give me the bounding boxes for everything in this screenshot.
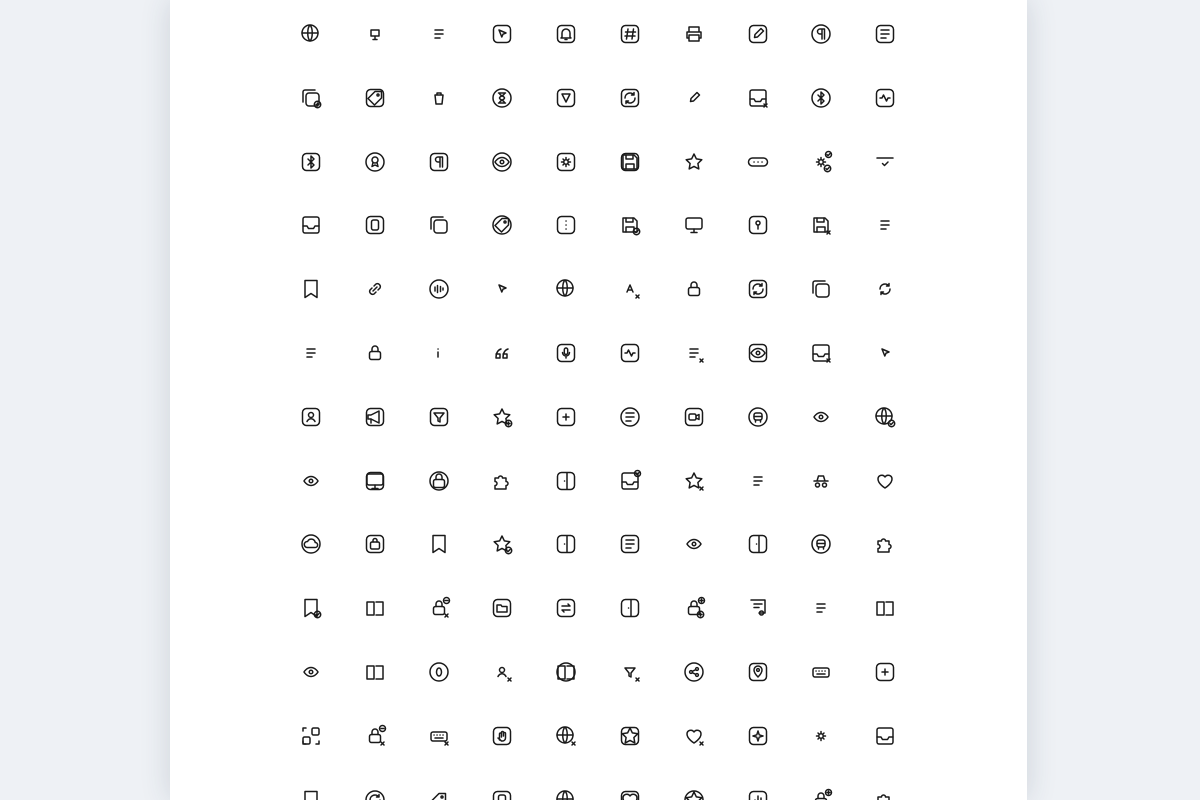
edit-tray-icon — [291, 205, 331, 245]
location-square-icon-glyph — [746, 660, 770, 684]
video-square-icon — [674, 397, 714, 437]
settings-list-icon — [801, 588, 841, 628]
cursor-square-icon-glyph — [490, 22, 514, 46]
more-horizontal-pill-icon-glyph — [746, 150, 770, 174]
document-remove-icon-glyph — [682, 341, 706, 365]
lock-icon — [355, 333, 395, 373]
bus-circle-icon-glyph — [809, 532, 833, 556]
heart-square-icon-glyph — [618, 788, 642, 800]
tag-square-icon-glyph — [363, 86, 387, 110]
archive-heart-icon-glyph — [873, 469, 897, 493]
lock-triangle-icon-glyph — [682, 277, 706, 301]
bell-square-icon — [546, 14, 586, 54]
star-remove-icon-glyph — [682, 469, 706, 493]
award-circle-icon-glyph — [363, 150, 387, 174]
select-check-icon — [291, 716, 331, 756]
location-eye-icon — [801, 397, 841, 437]
video-square-icon-glyph — [682, 405, 706, 429]
award-circle-icon — [355, 142, 395, 182]
phone-square-icon — [482, 780, 522, 800]
archive-remove-icon-glyph — [746, 86, 770, 110]
sticker-add-icon-glyph — [554, 405, 578, 429]
floppy-square-icon — [610, 142, 650, 182]
star-remove-icon — [674, 461, 714, 501]
door-close-icon — [610, 588, 650, 628]
pen-polygon-icon — [674, 78, 714, 118]
documents-stack-icon-glyph — [746, 469, 770, 493]
bus-circle-icon — [801, 524, 841, 564]
trash-scan-icon-glyph — [427, 86, 451, 110]
certificate-icon-glyph — [746, 596, 770, 620]
star-circle-icon — [674, 780, 714, 800]
recycle-square-icon — [610, 78, 650, 118]
door-enter-icon-glyph — [746, 532, 770, 556]
chart-square-icon-glyph — [746, 788, 770, 800]
book-circle-icon-glyph — [554, 660, 578, 684]
tray-arrow-icon — [865, 716, 905, 756]
incognito-icon-glyph — [809, 469, 833, 493]
tag-circle-icon — [482, 205, 522, 245]
paragraph-circle-icon-glyph — [809, 22, 833, 46]
megaphone-icon-glyph — [363, 405, 387, 429]
share-circle-icon — [674, 652, 714, 692]
copy-add-icon-glyph — [299, 86, 323, 110]
door-close-icon-glyph — [618, 596, 642, 620]
number-zero-circle-icon-glyph — [427, 660, 451, 684]
crop-rotate-icon — [865, 269, 905, 309]
menu-circle-icon-glyph — [618, 405, 642, 429]
pulse-square-icon — [610, 333, 650, 373]
audio-circle-icon-glyph — [427, 277, 451, 301]
settings-check-icon — [801, 142, 841, 182]
keyboard-message-icon-glyph — [809, 660, 833, 684]
door-exit-icon-glyph — [554, 532, 578, 556]
folder-square-icon-glyph — [490, 596, 514, 620]
book-circle-icon — [546, 652, 586, 692]
globe-stand-icon-glyph — [554, 277, 578, 301]
documents-icon-glyph — [427, 22, 451, 46]
upload-eye-icon — [674, 524, 714, 564]
icon-grid — [170, 0, 1027, 800]
cursor-square-icon — [482, 14, 522, 54]
bookmark-check-icon-glyph — [299, 788, 323, 800]
checklist-icon-glyph — [873, 213, 897, 237]
number-zero-circle-icon — [419, 652, 459, 692]
sparkle-square-icon — [738, 716, 778, 756]
triangle-square-icon-glyph — [554, 86, 578, 110]
browser-check-icon — [865, 142, 905, 182]
cursor-window-icon-glyph — [873, 341, 897, 365]
star-square-icon — [610, 716, 650, 756]
sticker-remove-icon — [865, 652, 905, 692]
documents-icon — [419, 14, 459, 54]
clock-circle-icon — [419, 461, 459, 501]
tray-remove-icon — [801, 333, 841, 373]
bookmark-check-icon — [291, 588, 331, 628]
share-circle-icon-glyph — [682, 660, 706, 684]
info-badge-icon — [419, 333, 459, 373]
bluetooth-circle-icon — [801, 78, 841, 118]
cursor-message-icon — [482, 269, 522, 309]
eye-square-icon — [738, 333, 778, 373]
filter-square-icon-glyph — [427, 405, 451, 429]
bus-circle-icon — [738, 397, 778, 437]
upload-eye-icon-glyph — [682, 532, 706, 556]
lock-triangle-icon — [674, 269, 714, 309]
filter-square-icon — [419, 397, 459, 437]
copy-check-icon-glyph — [427, 213, 451, 237]
notes-square-icon-glyph — [618, 532, 642, 556]
bookmark-search-icon — [291, 269, 331, 309]
keyhole-square-icon — [738, 205, 778, 245]
book-arrow-icon — [355, 588, 395, 628]
hourglass-circle-icon — [482, 78, 522, 118]
copy-check-icon — [419, 205, 459, 245]
bookmark-search-icon-glyph — [299, 277, 323, 301]
globe-check-icon-glyph — [873, 405, 897, 429]
archive-remove-icon — [738, 78, 778, 118]
door-icon — [546, 461, 586, 501]
user-remove-icon — [482, 652, 522, 692]
cursor-window-icon — [865, 333, 905, 373]
cursor-message-icon-glyph — [490, 277, 514, 301]
bus-circle-icon-glyph — [746, 405, 770, 429]
star-add-icon-glyph — [490, 405, 514, 429]
settings-signal-icon — [801, 716, 841, 756]
star-check-icon-glyph — [490, 532, 514, 556]
tag-square-icon — [355, 78, 395, 118]
printer-icon-glyph — [682, 22, 706, 46]
cloud-circle-icon-glyph — [299, 532, 323, 556]
eye-target-icon — [291, 652, 331, 692]
user-square-icon — [291, 397, 331, 437]
quote-icon-glyph — [490, 341, 514, 365]
save-check-icon-glyph — [618, 213, 642, 237]
copy-add-icon — [291, 78, 331, 118]
globe-stand-icon — [546, 269, 586, 309]
link-add-icon — [355, 269, 395, 309]
pen-square-icon-glyph — [746, 22, 770, 46]
quote-icon — [482, 333, 522, 373]
settings-signal-icon-glyph — [809, 724, 833, 748]
transfer-square-icon-glyph — [554, 596, 578, 620]
menu-circle-icon — [610, 397, 650, 437]
keyboard-remove-icon — [419, 716, 459, 756]
hand-square-icon — [482, 716, 522, 756]
keyhole-square-icon-glyph — [746, 213, 770, 237]
star-add-icon — [482, 397, 522, 437]
text-remove-icon — [610, 269, 650, 309]
gear-square-icon-glyph — [554, 150, 578, 174]
settings-check-icon-glyph — [809, 150, 833, 174]
save-copy-icon-glyph — [809, 277, 833, 301]
sparkle-square-icon-glyph — [746, 724, 770, 748]
bookmark-target-icon-glyph — [427, 532, 451, 556]
triangle-square-icon — [546, 78, 586, 118]
certificate-icon — [738, 588, 778, 628]
door-enter-icon — [738, 524, 778, 564]
puzzle-add-icon — [482, 461, 522, 501]
info-badge-icon-glyph — [427, 341, 451, 365]
list-square-icon — [865, 14, 905, 54]
link-add-icon-glyph — [363, 277, 387, 301]
megaphone-icon — [355, 397, 395, 437]
bookmark-target-icon — [419, 524, 459, 564]
phone-square-icon-glyph — [363, 213, 387, 237]
edit-tray-icon-glyph — [299, 213, 323, 237]
presentation-board-icon-glyph — [363, 22, 387, 46]
user-square-icon-glyph — [299, 405, 323, 429]
clock-circle-icon-glyph — [427, 469, 451, 493]
activity-square-icon-glyph — [873, 86, 897, 110]
clock-add-icon — [801, 780, 841, 800]
globe-check-icon — [865, 397, 905, 437]
bluetooth-square-icon — [291, 142, 331, 182]
puzzle-check-icon — [865, 780, 905, 800]
pen-square-icon — [738, 14, 778, 54]
heart-square-icon — [610, 780, 650, 800]
bookmark-check-icon — [291, 780, 331, 800]
hashtag-square-icon — [610, 14, 650, 54]
audio-circle-icon — [419, 269, 459, 309]
star-check-icon — [482, 524, 522, 564]
activity-square-icon — [865, 78, 905, 118]
clock-remove-icon — [355, 716, 395, 756]
filter-remove-icon-glyph — [618, 660, 642, 684]
sticker-remove-icon-glyph — [873, 660, 897, 684]
globe-refresh-icon-glyph — [554, 788, 578, 800]
tray-remove-icon-glyph — [809, 341, 833, 365]
transfer-square-icon — [546, 588, 586, 628]
save-check-icon — [610, 205, 650, 245]
documents-list-icon-glyph — [299, 341, 323, 365]
tag-circle-icon-glyph — [490, 213, 514, 237]
bookmark-check-icon-glyph — [299, 596, 323, 620]
puzzle-add-icon-glyph — [490, 469, 514, 493]
microphone-square-icon-glyph — [554, 341, 578, 365]
paragraph-circle-icon — [801, 14, 841, 54]
clock-add-icon-glyph — [809, 788, 833, 800]
filter-remove-icon — [610, 652, 650, 692]
save-remove-icon-glyph — [809, 213, 833, 237]
floppy-square-icon-glyph — [618, 150, 642, 174]
lock-icon-glyph — [363, 341, 387, 365]
crop-rotate-icon-glyph — [873, 277, 897, 301]
puzzle-check-icon-glyph — [873, 788, 897, 800]
book-left-icon-glyph — [363, 660, 387, 684]
globe-remove-icon — [546, 716, 586, 756]
list-square-icon-glyph — [873, 22, 897, 46]
phone-square-icon-glyph — [490, 788, 514, 800]
text-remove-icon-glyph — [618, 277, 642, 301]
printer-icon — [674, 14, 714, 54]
gear-square-icon — [546, 142, 586, 182]
refresh-circle-icon — [355, 780, 395, 800]
eye-target-icon-glyph — [299, 660, 323, 684]
paragraph-square-icon-glyph — [427, 150, 451, 174]
globe-refresh-icon — [546, 780, 586, 800]
hashtag-square-icon-glyph — [618, 22, 642, 46]
star-badge-icon-glyph — [682, 150, 706, 174]
chart-square-icon — [738, 780, 778, 800]
monitor-check-icon — [674, 205, 714, 245]
microphone-square-icon — [546, 333, 586, 373]
sticker-add-icon — [546, 397, 586, 437]
trash-scan-icon — [419, 78, 459, 118]
paragraph-square-icon — [419, 142, 459, 182]
keyboard-remove-icon-glyph — [427, 724, 451, 748]
presentation-board-icon — [355, 14, 395, 54]
recycle-square-icon-glyph — [618, 86, 642, 110]
monitor-square-icon-glyph — [363, 469, 387, 493]
tag-icon-glyph — [427, 788, 451, 800]
book-left-icon — [355, 652, 395, 692]
clock-remove-icon-glyph — [363, 724, 387, 748]
eye-scan-icon — [291, 461, 331, 501]
lock-remove-icon — [419, 588, 459, 628]
eye-circle-icon-glyph — [490, 150, 514, 174]
archive-heart-icon — [865, 461, 905, 501]
select-check-icon-glyph — [299, 724, 323, 748]
pen-polygon-icon-glyph — [682, 86, 706, 110]
user-remove-icon-glyph — [490, 660, 514, 684]
puzzle-remove-icon — [865, 524, 905, 564]
heart-remove-icon-glyph — [682, 724, 706, 748]
save-remove-icon — [801, 205, 841, 245]
location-eye-icon-glyph — [809, 405, 833, 429]
document-remove-icon — [674, 333, 714, 373]
hourglass-circle-icon-glyph — [490, 86, 514, 110]
bag-square-icon — [355, 524, 395, 564]
settings-list-icon-glyph — [809, 596, 833, 620]
eye-square-icon-glyph — [746, 341, 770, 365]
eye-circle-icon — [482, 142, 522, 182]
notebook-refresh-icon — [865, 588, 905, 628]
door-icon-glyph — [554, 469, 578, 493]
lock-add-icon — [674, 588, 714, 628]
book-arrow-icon-glyph — [363, 596, 387, 620]
notebook-refresh-icon-glyph — [873, 596, 897, 620]
checklist-icon — [865, 205, 905, 245]
bell-square-icon-glyph — [554, 22, 578, 46]
tag-icon — [419, 780, 459, 800]
incognito-icon — [801, 461, 841, 501]
heart-remove-icon — [674, 716, 714, 756]
lock-add-icon-glyph — [682, 596, 706, 620]
hand-square-icon-glyph — [490, 724, 514, 748]
icon-sheet — [170, 0, 1027, 800]
bluetooth-square-icon-glyph — [299, 150, 323, 174]
monitor-check-icon-glyph — [682, 213, 706, 237]
folder-square-icon — [482, 588, 522, 628]
phone-rotate-icon — [738, 269, 778, 309]
documents-list-icon — [291, 333, 331, 373]
globe-remove-icon-glyph — [554, 724, 578, 748]
more-horizontal-pill-icon — [738, 142, 778, 182]
bag-square-icon-glyph — [363, 532, 387, 556]
notes-square-icon — [610, 524, 650, 564]
browser-check-icon-glyph — [873, 150, 897, 174]
keyboard-message-icon — [801, 652, 841, 692]
more-vertical-square-icon — [546, 205, 586, 245]
door-exit-icon — [546, 524, 586, 564]
globe-search-icon-glyph — [299, 22, 323, 46]
documents-stack-icon — [738, 461, 778, 501]
refresh-circle-icon-glyph — [363, 788, 387, 800]
eye-scan-icon-glyph — [299, 469, 323, 493]
phone-square-icon — [355, 205, 395, 245]
star-badge-icon — [674, 142, 714, 182]
lock-remove-icon-glyph — [427, 596, 451, 620]
tray-edit-icon-glyph — [618, 469, 642, 493]
monitor-square-icon — [355, 461, 395, 501]
phone-rotate-icon-glyph — [746, 277, 770, 301]
globe-search-icon — [291, 14, 331, 54]
tray-arrow-icon-glyph — [873, 724, 897, 748]
puzzle-remove-icon-glyph — [873, 532, 897, 556]
star-circle-icon-glyph — [682, 788, 706, 800]
star-square-icon-glyph — [618, 724, 642, 748]
bluetooth-circle-icon-glyph — [809, 86, 833, 110]
pulse-square-icon-glyph — [618, 341, 642, 365]
more-vertical-square-icon-glyph — [554, 213, 578, 237]
location-square-icon — [738, 652, 778, 692]
tray-edit-icon — [610, 461, 650, 501]
save-copy-icon — [801, 269, 841, 309]
cloud-circle-icon — [291, 524, 331, 564]
